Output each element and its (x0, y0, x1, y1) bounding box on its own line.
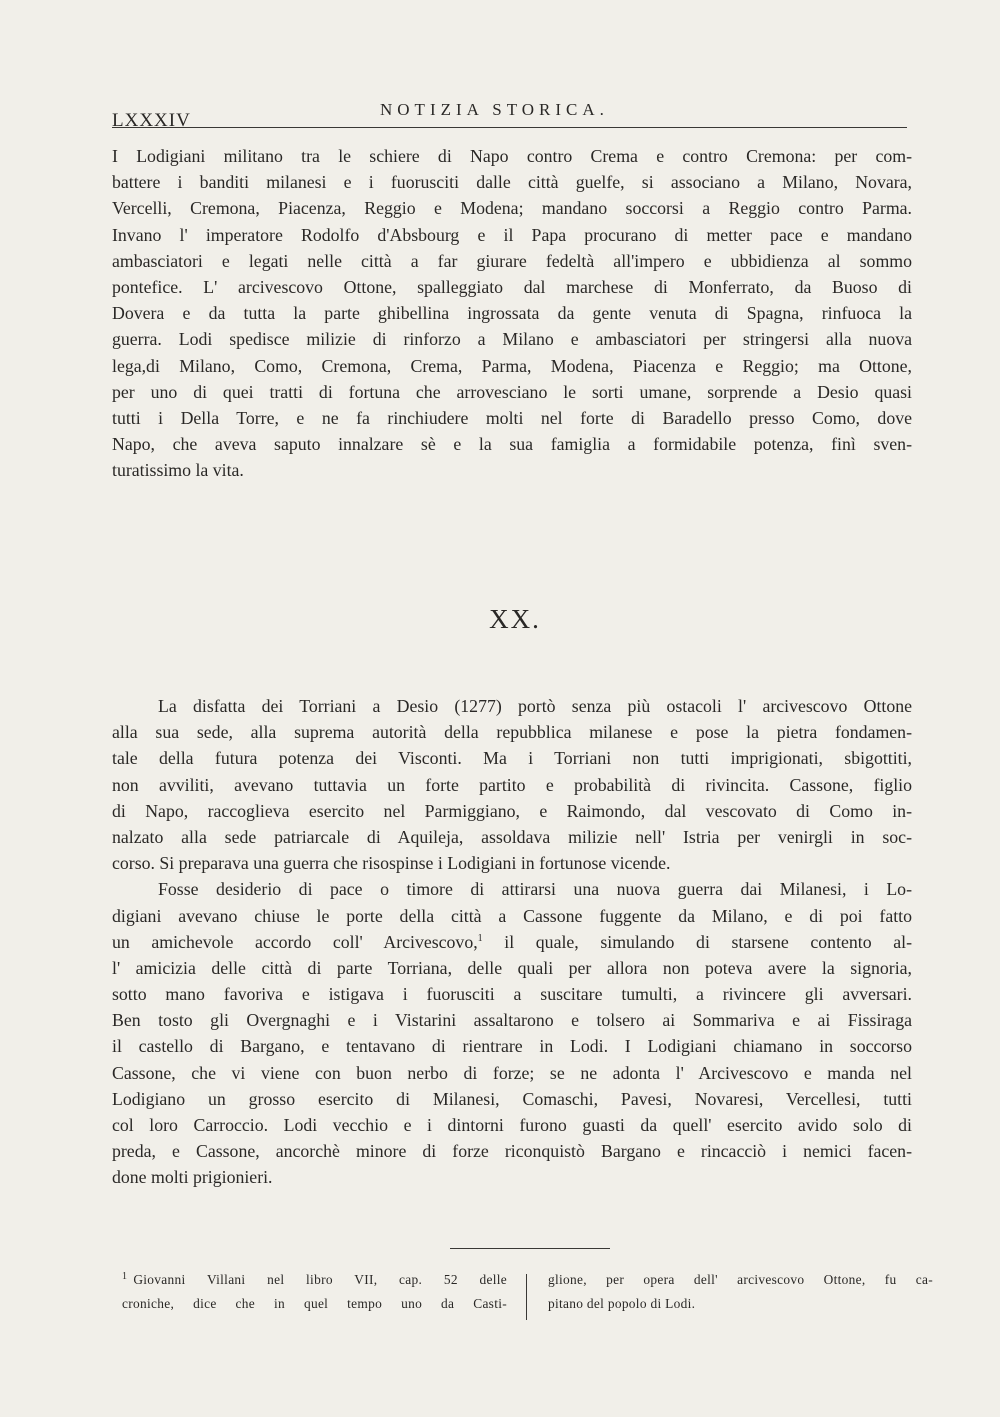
text-line: non avviliti, avevano tuttavia un forte partito e probabilità di rivincita. Cassone, figlio (112, 774, 912, 795)
footnote-marker: 1 (122, 1271, 128, 1282)
text-line: I Lodigiani militano tra le schiere di Napo contro Crema e contro Cremona: per com- (112, 146, 912, 166)
footnote-line: pitano del popolo di Lodi. (548, 1296, 696, 1311)
text-line: lega,di Milano, Como, Cremona, Crema, Parma, Modena, Piacenza e Reggio; ma Ottone, (112, 355, 912, 376)
text-line: l' amicizia delle città di parte Torriana, delle quali per allora non poteva avere la signoria, (112, 957, 912, 978)
footnote-divider (526, 1274, 527, 1320)
text-line: Napo, che aveva saputo innalzare sè e la sua famiglia a formidabile potenza, finì sven- (112, 434, 912, 455)
footnotes (0, 1268, 1000, 1328)
section-number: XX. (489, 604, 541, 634)
page-number: LXXXIV (112, 110, 191, 131)
paragraph-main (112, 693, 912, 1191)
text-line: Ben tosto gli Overgnaghi e i Vistarini assaltarono e tolsero ai Sommariva e ai Fissiraga (112, 1010, 912, 1031)
text-line: Vercelli, Cremona, Piacenza, Reggio e Modena; mandano soccorsi a Reggio contro Parma. (112, 198, 912, 219)
text-line: di Napo, raccoglieva esercito nel Parmiggiano, e Raimondo, dal vescovato di Como in- (112, 800, 912, 821)
running-head (112, 98, 907, 131)
footnote-line: glione, per opera dell' arcivescovo Ottone, fu ca- (548, 1272, 933, 1287)
text-fragment: il quale, simulando di starsene contento al- (482, 931, 912, 952)
text-line: Invano l' imperatore Rodolfo d'Absbourg e il Papa procurano di metter pace e mandano (112, 224, 912, 245)
text-line: tale della futura potenza dei Visconti. Ma i Torriani non tutti imprigionati, sbigottiti, (112, 748, 912, 769)
footnote-line (122, 1268, 507, 1292)
text-line: col loro Carroccio. Lodi vecchio e i dintorni furono guasti da quell' esercito avido solo di (112, 1115, 912, 1135)
text-line: battere i banditi milanesi e i fuorusciti dalle città guelfe, si associano a Milano, Novara, (112, 172, 912, 193)
text-line-with-footnote (112, 929, 912, 955)
footnote-reference[interactable]: 1 (477, 932, 483, 944)
footnote-column-left (122, 1268, 507, 1316)
text-line: sotto mano favoriva e istigava i fuorusciti a suscitare tumulti, a rivincere gli avversari. (112, 984, 912, 1005)
text-line: per uno di quei tratti di fortuna che arrovesciano le sorti umane, sorprende a Desio quasi (112, 381, 912, 402)
text-fragment: un amichevole accordo coll' Arcivescovo, (112, 931, 478, 952)
text-line: preda, e Cassone, ancorchè minore di forze riconquistò Bargano e rincacciò i nemici facen- (112, 1141, 912, 1162)
footnote-column-right (548, 1268, 933, 1316)
text-line: La disfatta dei Torriani a Desio (1277) portò senza più ostacoli l' arcivescovo Ottone (158, 696, 912, 716)
text-line: il castello di Bargano, e tentavano di rientrare in Lodi. I Lodigiani chiamano in soccorso (112, 1036, 912, 1057)
text-line: Fosse desiderio di pace o timore di attirarsi una nuova guerra dai Milanesi, i Lo- (158, 879, 912, 900)
footnote-rule (450, 1248, 610, 1249)
footnote-line: croniche, dice che in quel tempo uno da Casti- (122, 1296, 507, 1311)
text-line: done molti prigionieri. (112, 1167, 273, 1188)
text-line: ambasciatori e legati nelle città a far giurare fedeltà all'impero e ubbidienza al sommo (112, 250, 912, 271)
text-line: Lodigiano un grosso esercito di Milanesi, Comaschi, Pavesi, Novaresi, Vercellesi, tutti (112, 1088, 912, 1109)
running-title: NOTIZIA STORICA. (380, 100, 609, 119)
paragraph-top (112, 143, 912, 483)
text-line: guerra. Lodi spedisce milizie di rinforzo a Milano e ambasciatori per stringersi alla nuova (112, 329, 912, 350)
text-line: nalzato alla sede patriarcale di Aquileja, assoldava milizie nell' Istria per venirgli in soc- (112, 826, 912, 847)
text-line: alla sua sede, alla suprema autorità della repubblica milanese e pose la pietra fondamen- (112, 722, 912, 743)
text-line: turatissimo la vita. (112, 460, 244, 481)
footnote-text: Giovanni Villani nel libro VII, cap. 52 delle (133, 1272, 507, 1287)
text-line: corso. Si preparava una guerra che risospinse i Lodigiani in fortunose vicende. (112, 853, 671, 874)
text-line: Cassone, che vi viene con buon nerbo di forze; se ne adonta l' Arcivescovo e manda nel (112, 1062, 912, 1083)
text-line: digiani avevano chiuse le porte della città a Cassone fuggente da Milano, e di poi fatto (112, 905, 912, 926)
text-line: pontefice. L' arcivescovo Ottone, spalleggiato dal marchese di Monferrato, da Buoso di (112, 276, 912, 297)
text-line: Dovera e da tutta la parte ghibellina ingrossata da gente venuta di Spagna, rinfuoca la (112, 303, 912, 324)
text-line: tutti i Della Torre, e ne fa rinchiudere molti nel forte di Baradello presso Como, dove (112, 407, 912, 428)
header-rule (112, 127, 907, 128)
